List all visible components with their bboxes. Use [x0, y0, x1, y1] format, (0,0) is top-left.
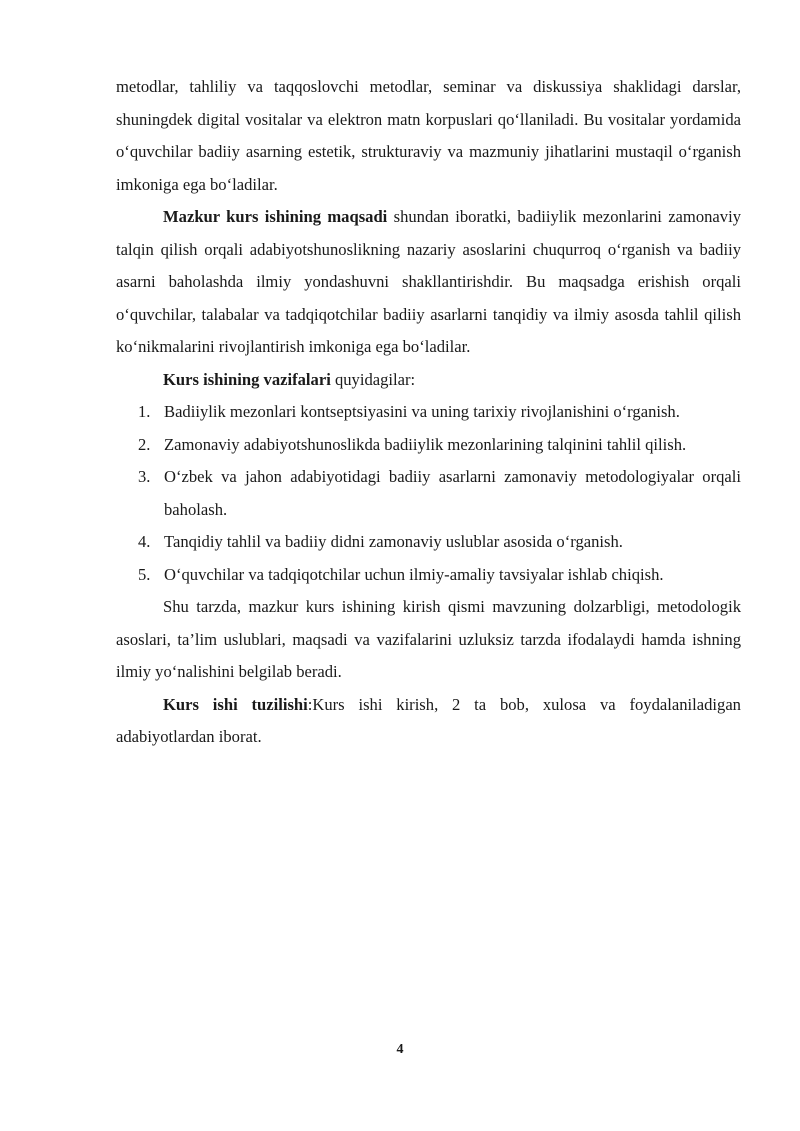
list-item: [116, 429, 741, 462]
structure-paragraph: [116, 689, 741, 754]
list-item-number: 1.: [138, 402, 151, 421]
tasks-list: [116, 396, 741, 591]
tasks-intro-text: quyidagilar:: [330, 369, 416, 389]
list-item: [116, 461, 741, 526]
list-item-text: Badiiylik mezonlari kontseptsiyasini va uning tarixiy rivojlanishini o‘rganish.: [164, 402, 680, 421]
intro-paragraph: metodlar, tahliliy va taqqoslovchi metodlar, seminar va diskussiya shaklidagi darslar, shuningdek digital vositalar va elektron matn korpuslari qo‘llaniladi. Bu vositalar yordamida o‘quvchilar badiiy asarning estetik, strukturaviy va mazmuniy jihatlarini mustaqil o‘rganish imkoniga ega bo‘ladilar.: [116, 77, 741, 194]
document-body: [116, 71, 741, 754]
tasks-label: Kurs ishining vazifalari: [163, 369, 331, 389]
goal-text: shundan iboratki, badiiylik mezonlarini zamonaviy talqin qilish orqali adabiyotshunoslikning nazariy asoslarini chuqurroq o‘rganish va badiiy asarni baholashda ilmiy yondashuvni shakllantirishdir. Bu maqsadga erishish orqali o‘quvchilar, talabalar va tadqiqotchilar badiiy asarlarni tanqidiy va ilmiy asosda tahlil qilish ko‘nikmalarini rivojlantirish imkoniga ega bo‘ladilar.: [116, 207, 741, 356]
summary-paragraph: Shu tarzda, mazkur kurs ishining kirish qismi mavzuning dolzarbligi, metodologik asoslari, ta’lim uslublari, maqsadi va vazifalarini uzluksiz tarzda ifodalaydi hamda ishning ilmiy yo‘nalishini belgilab beradi.: [116, 597, 741, 681]
list-item-text: O‘zbek va jahon adabiyotidagi badiiy asarlarni zamonaviy metodologiyalar orqali baholash.: [164, 467, 741, 519]
list-item-number: 2.: [138, 434, 151, 454]
list-item-text: Zamonaviy adabiyotshunoslikda badiiylik mezonlarining talqinini tahlil qilish.: [164, 434, 687, 454]
list-item-number: 5.: [138, 564, 151, 584]
list-item-number: 3.: [138, 467, 151, 486]
list-item: [116, 396, 741, 429]
structure-label: Kurs ishi tuzilishi: [163, 694, 308, 714]
goal-label: Mazkur kurs ishining maqsadi: [163, 207, 388, 226]
list-item-number: 4.: [138, 532, 151, 551]
structure-text: :Kurs ishi kirish, 2 ta bob, xulosa va foydalaniladigan adabiyotlardan iborat.: [116, 694, 741, 746]
list-item: [116, 559, 741, 592]
list-item-text: O‘quvchilar va tadqiqotchilar uchun ilmiy-amaliy tavsiyalar ishlab chiqish.: [164, 564, 664, 584]
page-number: 4: [396, 1042, 404, 1057]
list-item-text: Tanqidiy tahlil va badiiy didni zamonaviy uslublar asosida o‘rganish.: [164, 532, 623, 551]
list-item: [116, 526, 741, 559]
goal-paragraph: [116, 201, 741, 364]
tasks-heading: [116, 364, 741, 397]
